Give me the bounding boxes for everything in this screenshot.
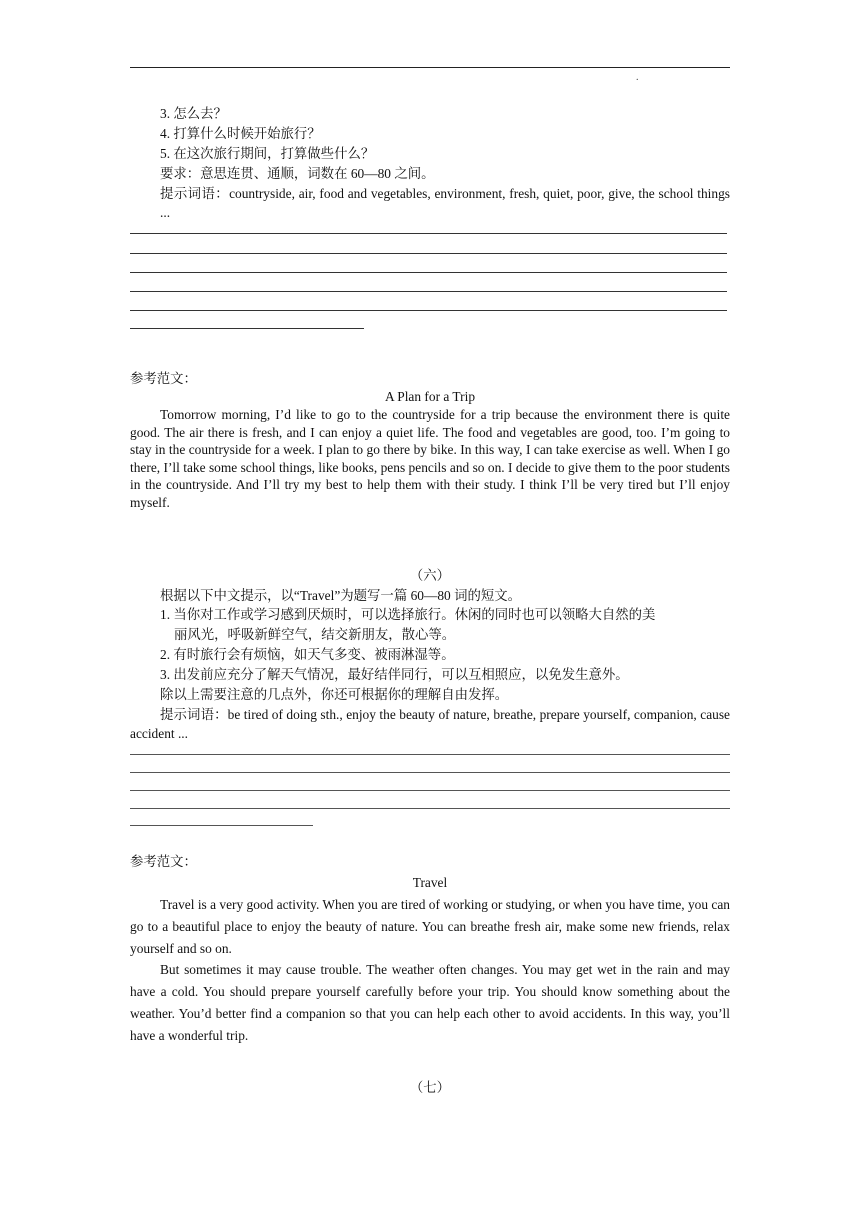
requirement-text: 要求：意思连贯、通顺，词数在 60—80 之间。 [160, 166, 435, 181]
prompt-item-3: 3. 出发前应充分了解天气情况，最好结伴同行，可以互相照应，以免发生意外。 [160, 667, 629, 682]
prompt-item-1-cont: 丽风光，呼吸新鲜空气，结交新朋友，散心等。 [174, 627, 456, 642]
header-rule [130, 67, 730, 68]
writing-line[interactable] [130, 328, 364, 329]
extra-note: 除以上需要注意的几点外，你还可根据你的理解自由发挥。 [160, 687, 509, 702]
writing-line[interactable] [130, 790, 730, 791]
sample-essay: Tomorrow morning, I’d like to go to the countryside for a trip because the environment there is quite good. The air there is fresh, and I can enjoy a quiet life. The food and vegetables are good, too. I’m going to stay in the countryside for a week. I plan to go there by bike. In this way, I can take exercise as well. When I go there, I’ll take some school things, like books, pens pencils and so on. I decide to give them to the poor students in the countryside. And I’ll try my best to help them with their study. I think I’ll be very tired but I’ll enjoy myself. [130, 407, 730, 510]
question-item-4: 4. 打算什么时候开始旅行？ [160, 126, 321, 141]
question-item-5: 5. 在这次旅行期间，打算做些什么？ [160, 146, 375, 161]
prompt-item-2: 2. 有时旅行会有烦恼，如天气多变、被雨淋湿等。 [160, 647, 455, 662]
sample-paragraph-1: Travel is a very good activity. When you are tired of working or studying, or when you have time, you can go to a beautiful place to enjoy the beauty of nature. You can breathe fresh air, make some new friends, relax yourself and so on. [130, 897, 730, 956]
instruction-text: 根据以下中文提示，以“Travel”为题写一篇 60—80 词的短文。 [160, 588, 522, 603]
header-dot: . [636, 72, 639, 83]
writing-line[interactable] [130, 772, 730, 773]
hint-words: 提示词语：countryside, air, food and vegetables, environment, fresh, quiet, poor, give, the school things ... [160, 186, 730, 220]
question-item-3: 3. 怎么去？ [160, 106, 227, 121]
writing-line[interactable] [130, 272, 727, 273]
writing-line[interactable] [130, 825, 313, 826]
hint-words: 提示词语：be tired of doing sth., enjoy the beauty of nature, breathe, prepare yourself, companion, cause accident ... [130, 707, 730, 741]
writing-line[interactable] [130, 233, 727, 234]
writing-line[interactable] [130, 808, 730, 809]
sample-title: A Plan for a Trip [384, 389, 476, 404]
writing-line[interactable] [130, 291, 727, 292]
sample-label: 参考范文： [130, 371, 197, 386]
sample-label: 参考范文： [130, 854, 197, 869]
writing-line[interactable] [130, 253, 727, 254]
sample-paragraph-2: But sometimes it may cause trouble. The weather often changes. You may get wet in the rain and may have a cold. You should prepare yourself carefully before your trip. You should know something about the weather. You’d better find a companion so that you can help each other to avoid accidents. In this way, you’ll have a wonderful trip. [130, 962, 730, 1043]
writing-line[interactable] [130, 754, 730, 755]
section-heading: （七） [409, 1080, 451, 1095]
writing-line[interactable] [130, 310, 727, 311]
prompt-item-1: 1. 当你对工作或学习感到厌烦时，可以选择旅行。休闲的同时也可以领略大自然的美 [160, 607, 656, 622]
sample-title: Travel [412, 875, 448, 890]
section-heading: （六） [409, 568, 451, 583]
